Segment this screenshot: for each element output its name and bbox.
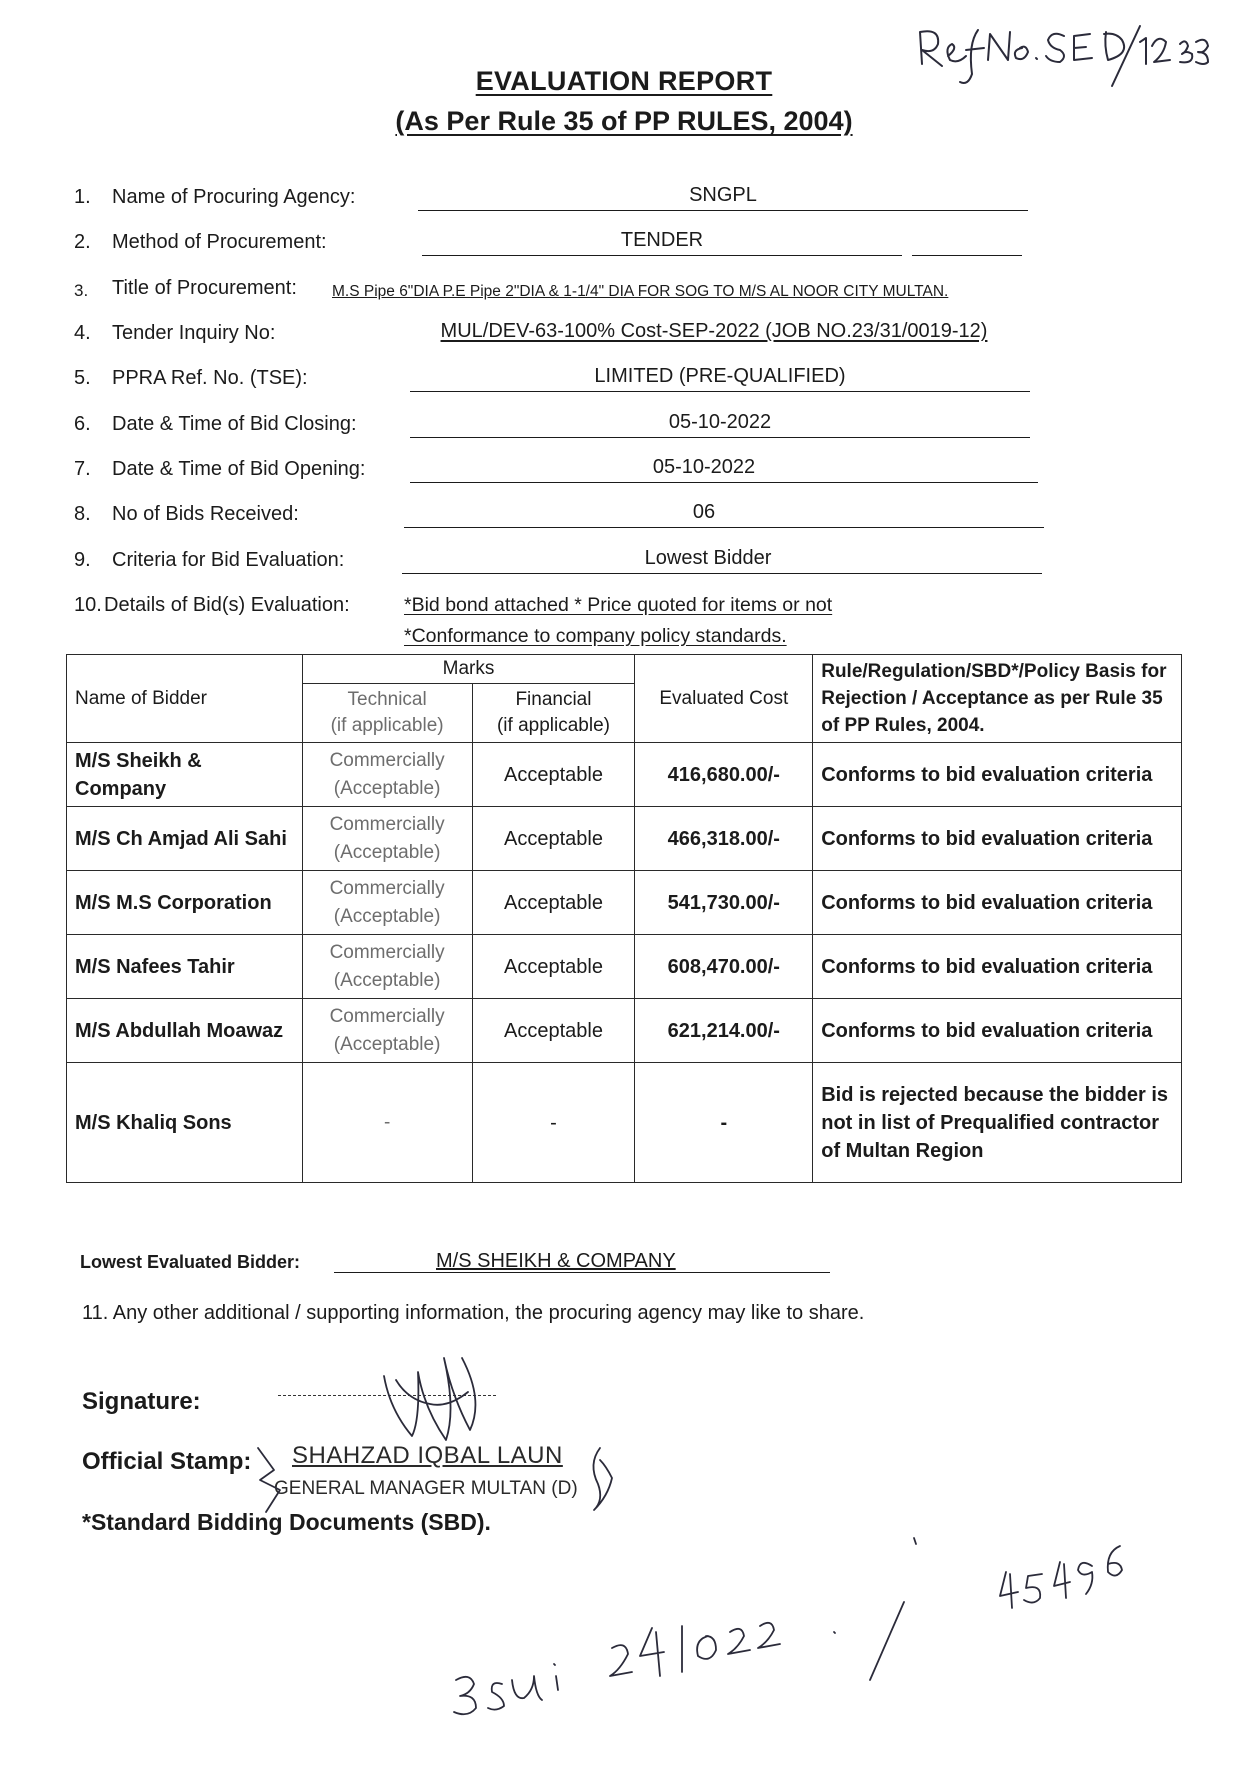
- field-evaluation-criteria: [74, 545, 1074, 579]
- technical-value: Commercially: [329, 877, 445, 899]
- financial-marks: Acceptable: [472, 999, 635, 1063]
- stamp-designation: GENERAL MANAGER MULTAN (D): [274, 1478, 578, 1499]
- field-value: SNGPL: [689, 184, 757, 206]
- table-row: [67, 743, 1182, 807]
- field-number: 2.: [74, 231, 91, 253]
- technical-marks: -: [302, 1063, 472, 1183]
- evaluation-basis: Conforms to bid evaluation criteria: [813, 807, 1182, 871]
- field-label: Criteria for Bid Evaluation:: [112, 549, 345, 571]
- field-procuring-agency: [74, 182, 1074, 216]
- financial-marks: Acceptable: [472, 935, 635, 999]
- field-value: 05-10-2022: [668, 411, 772, 433]
- header-bidder-name: Name of Bidder: [67, 655, 303, 743]
- sbd-footnote: *Standard Bidding Documents (SBD).: [82, 1509, 491, 1535]
- field-number: 5.: [74, 367, 91, 389]
- header-marks: Marks: [302, 655, 635, 684]
- financial-marks: Acceptable: [472, 807, 635, 871]
- field-value: TENDER: [620, 229, 704, 251]
- evaluation-basis: Conforms to bid evaluation criteria: [813, 999, 1182, 1063]
- handwritten-number: [914, 1538, 1122, 1608]
- lowest-bidder-label: Lowest Evaluated Bidder:: [80, 1252, 301, 1272]
- field-number: 1.: [74, 186, 91, 208]
- field-label: Tender Inquiry No:: [112, 322, 276, 344]
- evaluated-cost: 621,214.00/-: [635, 999, 813, 1063]
- table-row: [67, 807, 1182, 871]
- field-value: 05-10-2022: [652, 456, 756, 478]
- field-value: M.S Pipe 6"DIA P.E Pipe 2"DIA & 1-1/4" DIA FOR SOG TO M/S AL NOOR CITY MULTAN.: [332, 283, 949, 300]
- evaluation-basis: Conforms to bid evaluation criteria: [813, 743, 1182, 807]
- bidder-name: M/S Nafees Tahir: [67, 935, 303, 999]
- technical-marks: [302, 935, 472, 999]
- field-value: Lowest Bidder: [644, 547, 772, 569]
- table-row: [67, 1063, 1182, 1183]
- field-label: Details of Bid(s) Evaluation:: [104, 594, 350, 616]
- technical-marks: [302, 743, 472, 807]
- details-line-2: *Conformance to company policy standards.: [404, 625, 787, 647]
- field-value: MUL/DEV-63-100% Cost-SEP-2022 (JOB NO.23/31/0019-12): [440, 320, 988, 342]
- field-number: 4.: [74, 322, 91, 344]
- field-bids-received: [74, 499, 1074, 533]
- field-number: 3.: [74, 281, 89, 300]
- field-value: 06: [692, 501, 716, 523]
- field-procurement-method: [74, 227, 1074, 261]
- field-number: 8.: [74, 503, 91, 525]
- technical-sub: (Acceptable): [333, 1033, 441, 1055]
- bidder-name: M/S Sheikh & Company: [67, 743, 303, 807]
- evaluation-basis: Bid is rejected because the bidder is not in list of Prequalified contractor of Multan Region: [813, 1063, 1182, 1183]
- technical-sub: (Acceptable): [333, 841, 441, 863]
- report-title: EVALUATION REPORT: [475, 66, 773, 96]
- evaluated-cost: -: [635, 1063, 813, 1183]
- field-label: Name of Procuring Agency:: [112, 186, 356, 208]
- technical-value: Commercially: [329, 813, 445, 835]
- field-label: Title of Procurement:: [112, 277, 297, 299]
- field-bid-closing: [74, 409, 1074, 443]
- field-label: Date & Time of Bid Closing:: [112, 413, 357, 435]
- additional-info: 11. Any other additional / supporting information, the procuring agency may like to share.: [82, 1302, 865, 1324]
- report-subtitle: (As Per Rule 35 of PP RULES, 2004): [395, 106, 853, 136]
- bidder-name: M/S Khaliq Sons: [67, 1063, 303, 1183]
- table-row: [67, 999, 1182, 1063]
- details-line-1: *Bid bond attached * Price quoted for items or not: [404, 594, 833, 616]
- header-technical: [302, 684, 472, 743]
- bid-evaluation-table: [66, 654, 1182, 1183]
- field-label: Method of Procurement:: [112, 231, 327, 253]
- table-row: [67, 871, 1182, 935]
- field-underline-extra: [912, 227, 1022, 256]
- header-technical-sub: (if applicable): [330, 715, 444, 736]
- evaluation-basis: Conforms to bid evaluation criteria: [813, 935, 1182, 999]
- technical-marks: [302, 999, 472, 1063]
- official-stamp-label: Official Stamp:: [82, 1448, 252, 1475]
- field-number: 9.: [74, 549, 91, 571]
- financial-marks: -: [472, 1063, 635, 1183]
- field-ppra-ref: [74, 363, 1074, 397]
- technical-value: Commercially: [329, 749, 445, 771]
- field-label: PPRA Ref. No. (TSE):: [112, 367, 308, 389]
- field-bid-opening: [74, 454, 1074, 488]
- stamp-officer-name: SHAHZAD IQBAL LAUN: [292, 1442, 563, 1469]
- signature-label: Signature:: [82, 1388, 201, 1415]
- header-technical-label: Technical: [347, 689, 427, 710]
- evaluation-basis: Conforms to bid evaluation criteria: [813, 871, 1182, 935]
- field-tender-inquiry: [74, 318, 1074, 352]
- field-label: No of Bids Received:: [112, 503, 299, 525]
- field-number: 10.: [74, 594, 102, 616]
- financial-marks: Acceptable: [472, 871, 635, 935]
- handwritten-date-note: [454, 1602, 904, 1714]
- technical-value: Commercially: [329, 1005, 445, 1027]
- technical-marks: [302, 807, 472, 871]
- field-procurement-title: [74, 273, 1174, 307]
- evaluated-cost: 466,318.00/-: [635, 807, 813, 871]
- header-rule-basis: Rule/Regulation/SBD*/Policy Basis for Rejection / Acceptance as per Rule 35 of PP Rules, 2004.: [813, 655, 1182, 743]
- signature-line: [278, 1395, 496, 1396]
- table-row: [67, 935, 1182, 999]
- table-header-row: [67, 655, 1182, 684]
- header-evaluated-cost: Evaluated Cost: [635, 655, 813, 743]
- technical-sub: (Acceptable): [333, 777, 441, 799]
- technical-value: Commercially: [329, 941, 445, 963]
- field-number: 7.: [74, 458, 91, 480]
- financial-marks: Acceptable: [472, 743, 635, 807]
- bidder-name: M/S Ch Amjad Ali Sahi: [67, 807, 303, 871]
- lowest-bidder-value: M/S SHEIKH & COMPANY: [436, 1250, 676, 1272]
- bidder-name: M/S Abdullah Moawaz: [67, 999, 303, 1063]
- header-financial: [472, 684, 635, 743]
- bidder-name: M/S M.S Corporation: [67, 871, 303, 935]
- field-number: 6.: [74, 413, 91, 435]
- technical-sub: (Acceptable): [333, 969, 441, 991]
- technical-marks: [302, 871, 472, 935]
- evaluated-cost: 416,680.00/-: [635, 743, 813, 807]
- header-financial-label: Financial: [515, 689, 592, 710]
- technical-sub: (Acceptable): [333, 905, 441, 927]
- field-value: LIMITED (PRE-QUALIFIED): [594, 365, 846, 387]
- evaluated-cost: 541,730.00/-: [635, 871, 813, 935]
- header-financial-sub: (if applicable): [496, 715, 610, 736]
- evaluated-cost: 608,470.00/-: [635, 935, 813, 999]
- field-label: Date & Time of Bid Opening:: [112, 458, 366, 480]
